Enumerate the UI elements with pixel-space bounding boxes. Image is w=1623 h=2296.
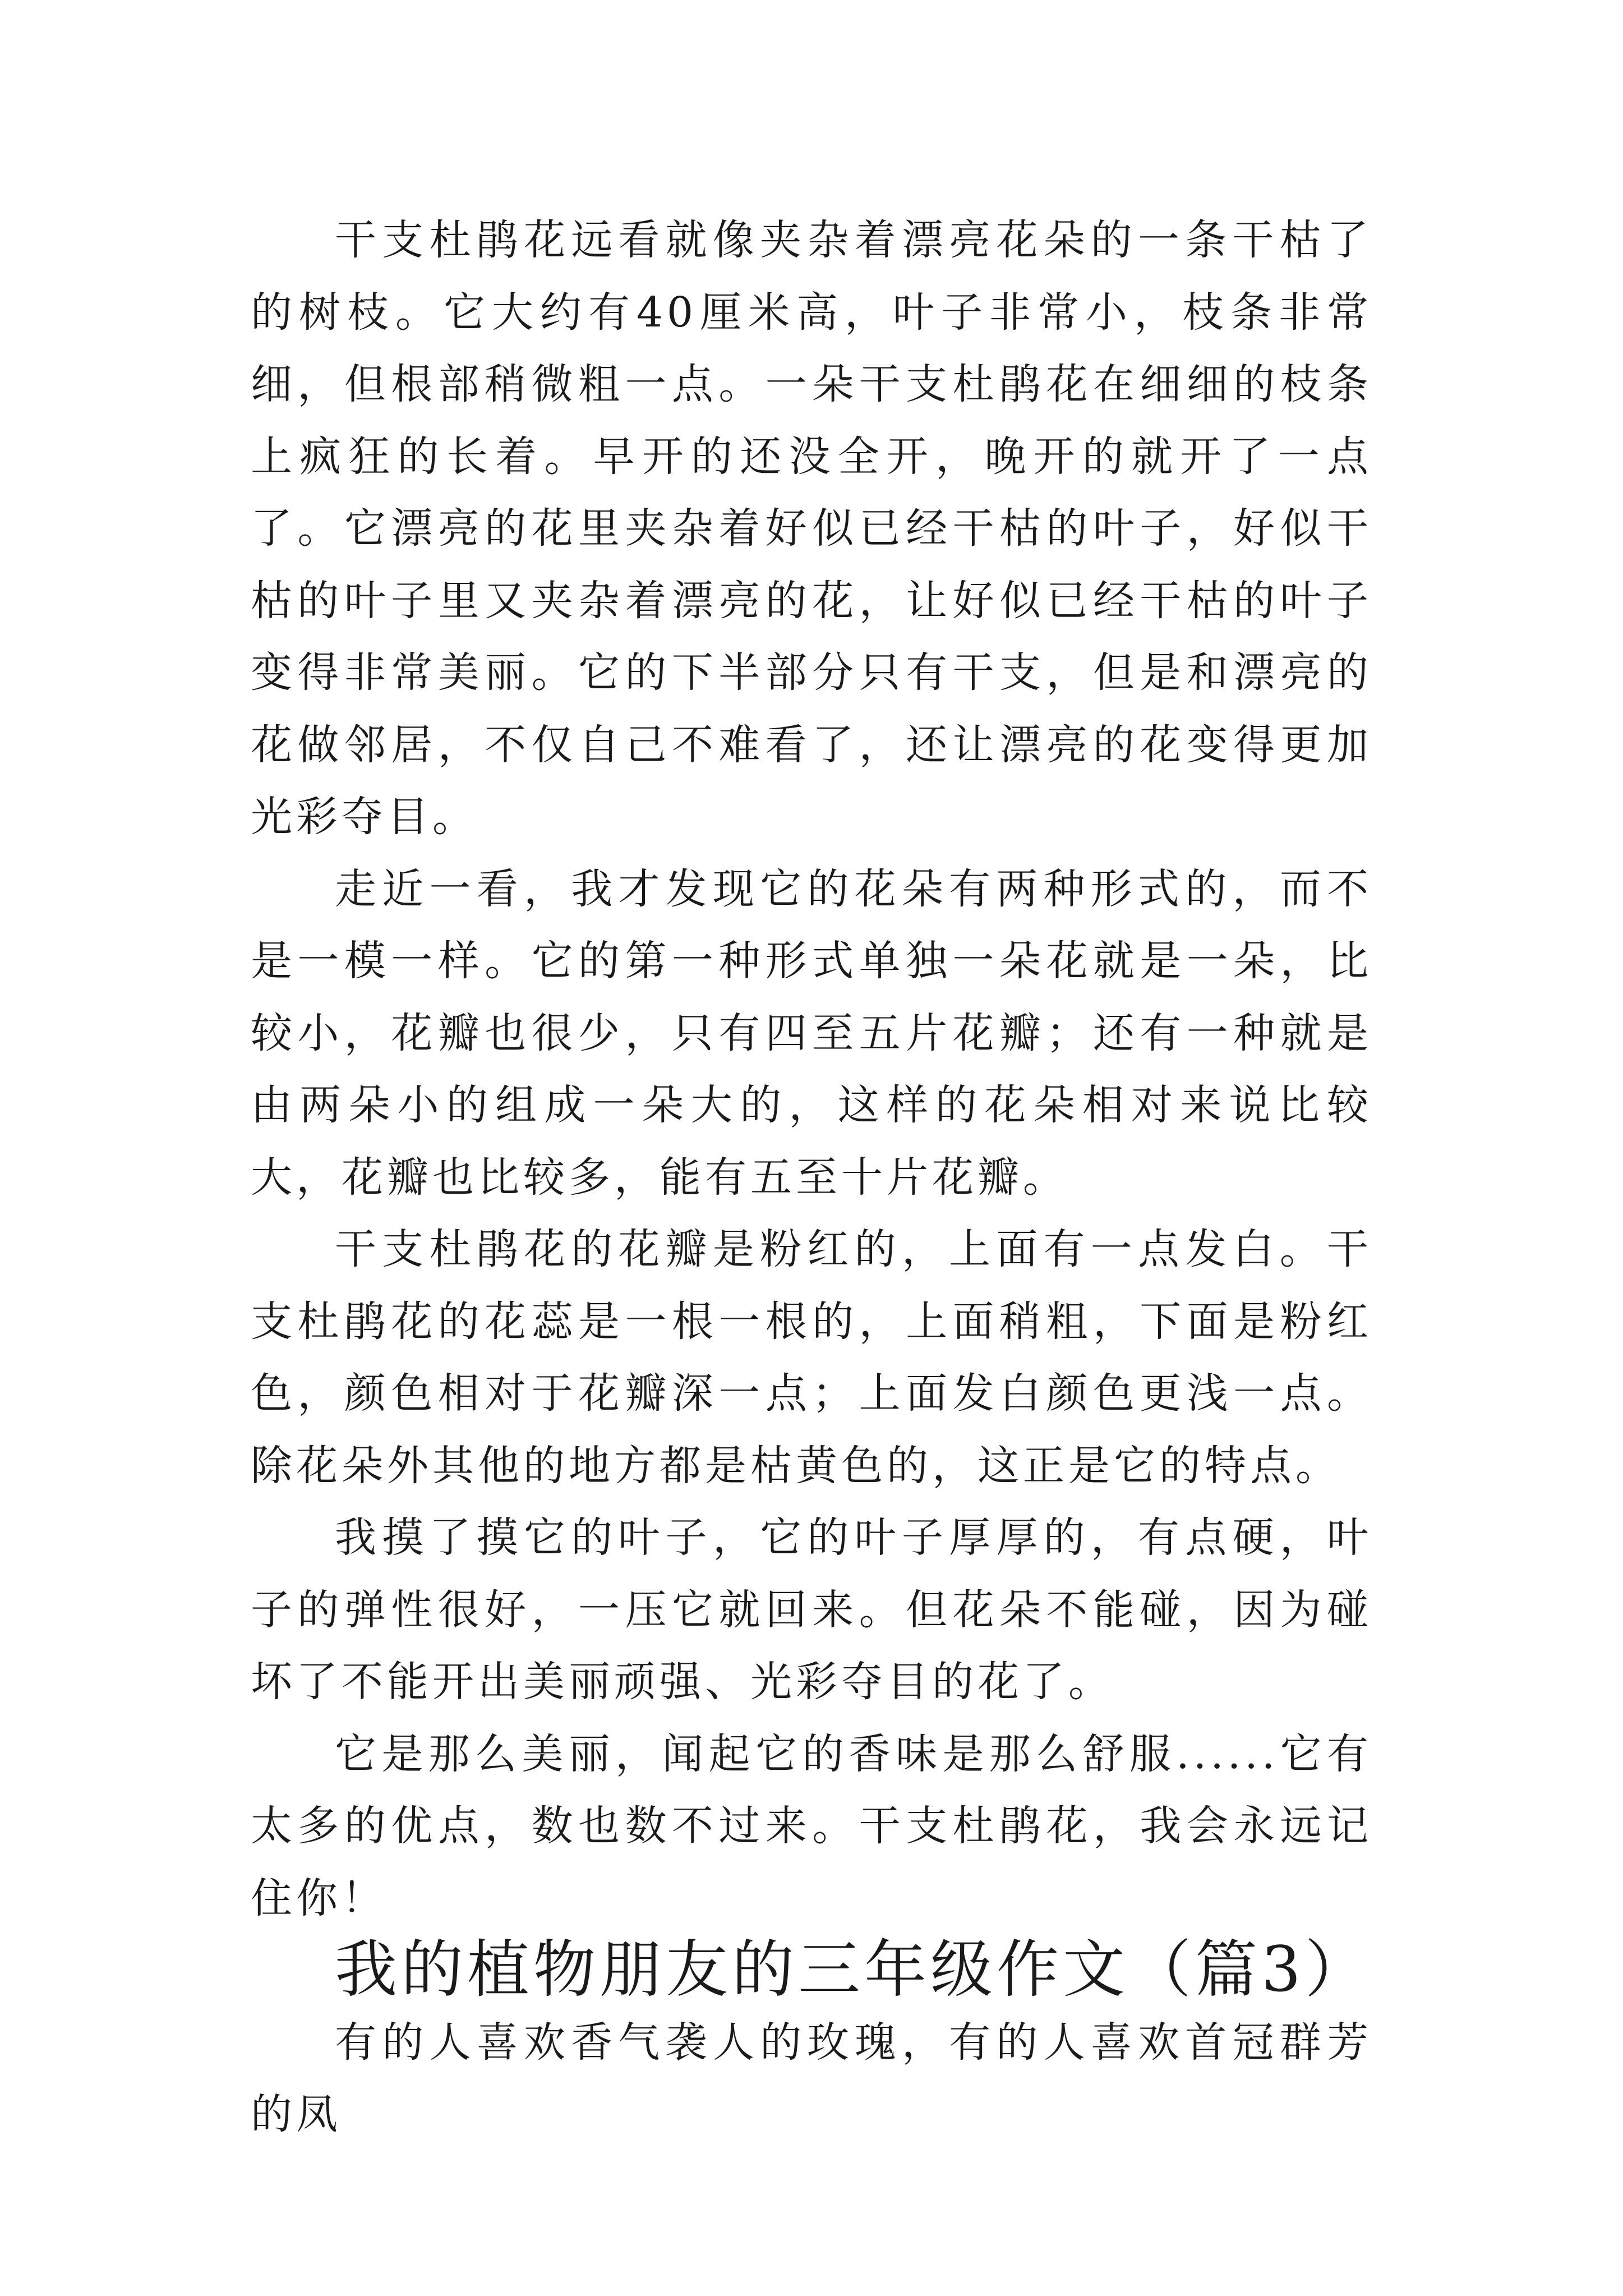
paragraph-1: 干支杜鹃花远看就像夹杂着漂亮花朵的一条干枯了的树枝。它大约有40厘米高，叶子非常小，枝条非常细，但根部稍微粗一点。一朵干支杜鹃花在细细的枝条上疯狂的长着。早开的还没全开，晚开的就开了一点了。它漂亮的花里夹杂着好似已经干枯的叶子，好似干枯的叶子里又夹杂着漂亮的花，让好似已经干枯的叶子变得非常美丽。它的下半部分只有干支，但是和漂亮的花做邻居，不仅自己不难看了，还让漂亮的花变得更加光彩夺目。 xyxy=(251,216,1372,841)
paragraph-6: 有的人喜欢香气袭人的玫瑰，有的人喜欢首冠群芳的凤 xyxy=(251,2018,1372,2138)
paragraph-4: 我摸了摸它的叶子，它的叶子厚厚的，有点硬，叶子的弹性很好，一压它就回来。但花朵不能碰，因为碰坏了不能开出美丽顽强、光彩夺目的花了。 xyxy=(251,1513,1372,1706)
paragraph-3: 干支杜鹃花的花瓣是粉红的，上面有一点发白。干支杜鹃花的花蕊是一根一根的，上面稍粗，下面是粉红色，颜色相对于花瓣深一点；上面发白颜色更浅一点。除花朵外其他的地方都是枯黄色的，这正是它的特点。 xyxy=(251,1225,1372,1490)
document-body xyxy=(251,204,1372,2151)
paragraph-2: 走近一看，我才发现它的花朵有两种形式的，而不是一模一样。它的第一种形式单独一朵花就是一朵，比较小，花瓣也很少，只有四至五片花瓣；还有一种就是由两朵小的组成一朵大的，这样的花朵相对来说比较大，花瓣也比较多，能有五至十片花瓣。 xyxy=(251,864,1372,1202)
section-heading: 我的植物朋友的三年级作文（篇3） xyxy=(335,1934,1371,2006)
paragraph-5: 它是那么美丽，闻起它的香味是那么舒服......它有太多的优点，数也数不过来。干支杜鹃花，我会永远记住你！ xyxy=(251,1729,1372,1922)
